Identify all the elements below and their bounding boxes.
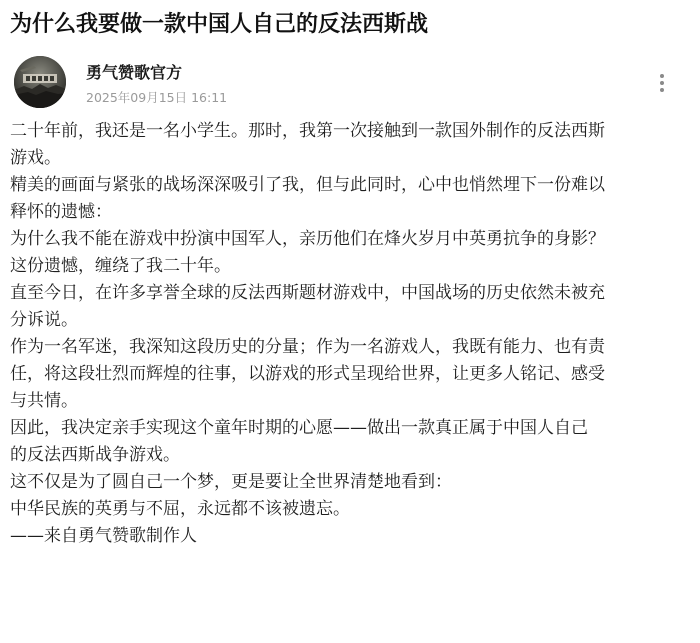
body-line: 这份遗憾，缠绕了我二十年。 bbox=[10, 256, 231, 276]
body-line: 与共情。 bbox=[10, 391, 78, 411]
more-dot bbox=[660, 74, 664, 78]
publish-time: 2025年09月15日 16:11 bbox=[86, 90, 228, 105]
author-name[interactable]: 勇气赞歌官方 bbox=[86, 63, 183, 82]
avatar[interactable] bbox=[14, 56, 66, 108]
body-line: 精美的画面与紧张的战场深深吸引了我，但与此同时，心中也悄然埋下一份难以 bbox=[10, 175, 605, 195]
game-logo-avatar-icon bbox=[14, 56, 66, 108]
article-body bbox=[10, 118, 692, 550]
article-title: 为什么我要做一款中国人自己的反法西斯战 bbox=[10, 12, 429, 37]
more-dot bbox=[660, 81, 664, 85]
body-line: 直至今日，在许多享誉全球的反法西斯题材游戏中，中国战场的历史依然未被充 bbox=[10, 283, 605, 303]
author-row bbox=[14, 56, 690, 112]
body-line: 因此，我决定亲手实现这个童年时期的心愿——做出一款真正属于中国人自己 bbox=[10, 418, 588, 438]
body-line: 作为一名军迷，我深知这段历史的分量；作为一名游戏人，我既有能力、也有责 bbox=[10, 337, 605, 357]
body-line: 释怀的遗憾： bbox=[10, 202, 112, 222]
body-line: 这不仅是为了圆自己一个梦，更是要让全世界清楚地看到： bbox=[10, 472, 452, 492]
body-line: 中华民族的英勇与不屈，永远都不该被遗忘。 bbox=[10, 499, 350, 519]
body-line: 二十年前，我还是一名小学生。那时，我第一次接触到一款国外制作的反法西斯 bbox=[10, 121, 605, 141]
more-vertical-icon[interactable] bbox=[652, 70, 672, 96]
body-line: 任，将这段壮烈而辉煌的往事，以游戏的形式呈现给世界，让更多人铭记、感受 bbox=[10, 364, 605, 384]
body-line: 游戏。 bbox=[10, 148, 61, 168]
more-dot bbox=[660, 88, 664, 92]
body-line: 分诉说。 bbox=[10, 310, 78, 330]
body-line: 的反法西斯战争游戏。 bbox=[10, 445, 180, 465]
body-line: 为什么我不能在游戏中扮演中国军人，亲历他们在烽火岁月中英勇抗争的身影？ bbox=[10, 229, 605, 249]
body-line: ——来自勇气赞歌制作人 bbox=[10, 526, 197, 546]
